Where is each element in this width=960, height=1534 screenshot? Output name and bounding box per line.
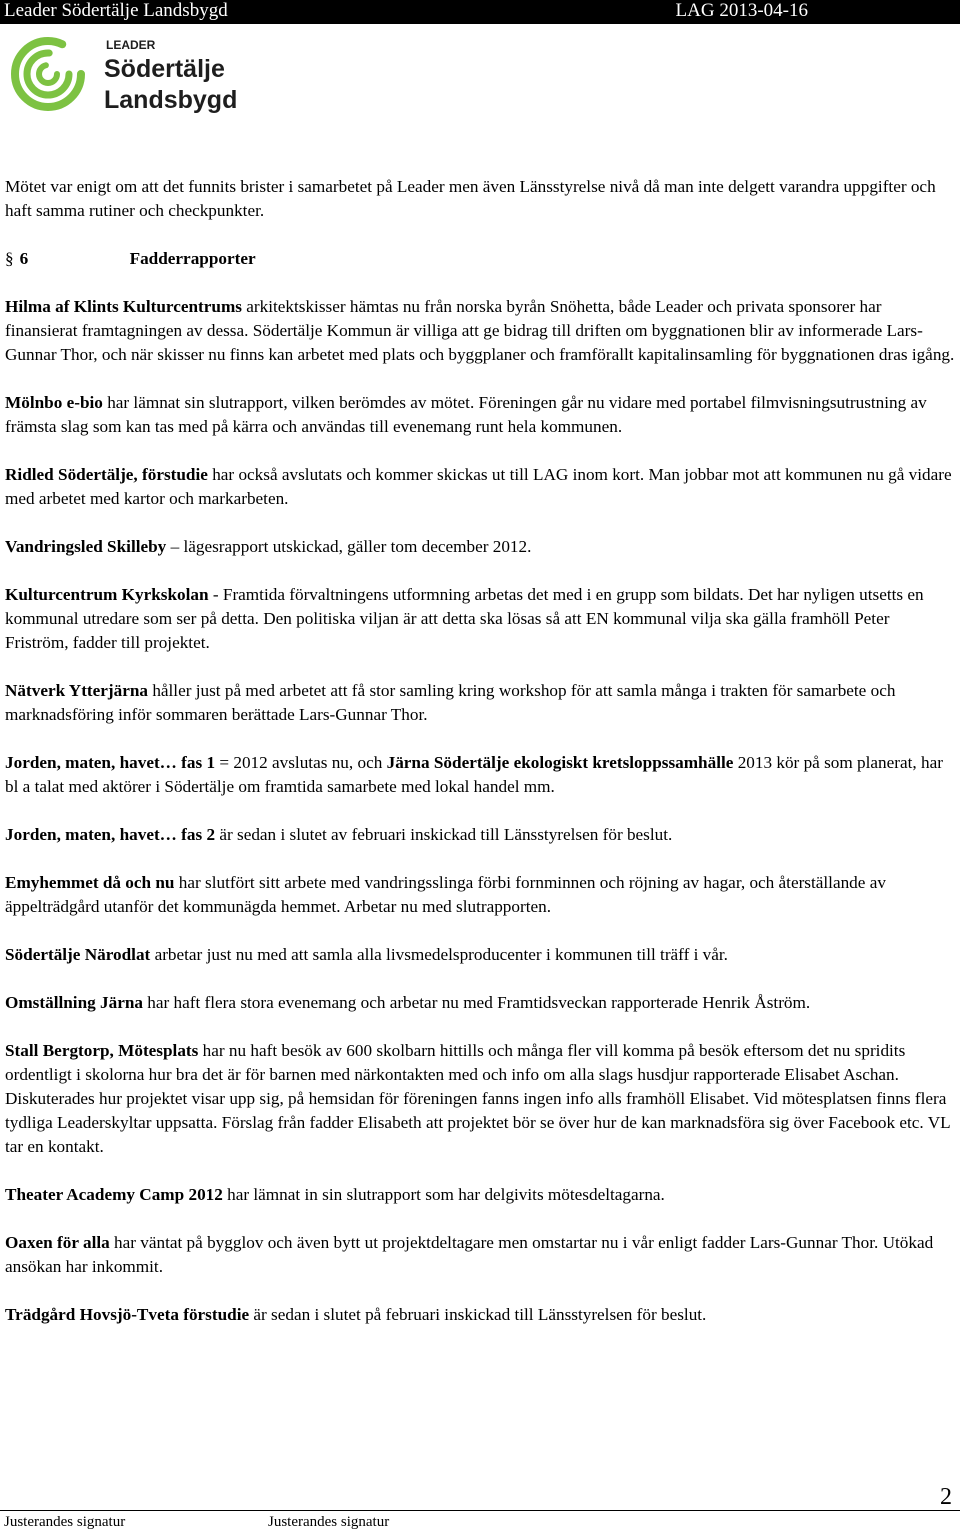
signature-label-2: Justerandes signatur bbox=[268, 1514, 390, 1530]
project-name: Trädgård Hovsjö-Tveta förstudie bbox=[5, 1305, 250, 1324]
report-molnbo-e-bio bbox=[5, 391, 955, 439]
report-text: 2013 kör på som planerat, har bl a talat med aktörer i Södertälje om framtida samarbete med lokal handel mm. bbox=[5, 753, 943, 796]
project-name: Emyhemmet då och nu bbox=[5, 873, 175, 892]
page-header bbox=[0, 0, 960, 24]
section-symbol: § bbox=[5, 249, 14, 268]
report-vandringsled bbox=[5, 535, 955, 559]
report-theater-academy bbox=[5, 1183, 955, 1207]
project-name: Jorden, maten, havet… fas 2 bbox=[5, 825, 216, 844]
report-tradgard-hovsjo bbox=[5, 1303, 955, 1327]
project-name: Omställning Järna bbox=[5, 993, 143, 1012]
report-text: har också avslutats och kommer skickas ut till LAG inom kort. Man jobbar mot att kommunen nu gå vidare med arbetet med kartor och markarbeten. bbox=[5, 465, 952, 508]
logo-line1: Södertälje bbox=[104, 55, 225, 83]
project-name: Stall Bergtorp, Mötesplats bbox=[5, 1041, 199, 1060]
intro-paragraph: Mötet var enigt om att det funnits brister i samarbetet på Leader men även Länsstyrelse nivå då man inte delgett varandra uppgifter och haft samma rutiner och checkpunkter. bbox=[5, 177, 936, 220]
project-name: Kulturcentrum Kyrkskolan bbox=[5, 585, 209, 604]
report-text: har lämnat in sin slutrapport som har delgivits mötesdeltagarna. bbox=[222, 1185, 665, 1204]
logo-leader-label: LEADER bbox=[106, 38, 156, 52]
report-text: – lägesrapport utskickad, gäller tom december 2012. bbox=[166, 537, 532, 556]
report-kyrkskolan bbox=[5, 583, 955, 655]
report-text: håller just på med arbetet att få stor samling kring workshop för att samla många i trakten för samarbete och marknadsföring inför sommaren berättade Lars-Gunnar Thor. bbox=[5, 681, 896, 724]
logo-line2: Landsbygd bbox=[104, 86, 238, 114]
report-jorden-fas1 bbox=[5, 751, 955, 799]
project-name: Södertälje Närodlat bbox=[5, 945, 151, 964]
report-text: har haft flera stora evenemang och arbetar nu med Framtidsveckan rapporterade Henrik Åström. bbox=[143, 993, 811, 1012]
project-name: Mölnbo e-bio bbox=[5, 393, 103, 412]
report-text: är sedan i slutet av februari inskickad till Länsstyrelsen för beslut. bbox=[215, 825, 673, 844]
report-text: arbetar just nu med att samla alla livsmedelsproducenter i kommunen till träff i vår. bbox=[150, 945, 728, 964]
project-name: Järna Södertälje ekologiskt kretsloppssamhälle bbox=[386, 753, 734, 772]
report-jorden-fas2 bbox=[5, 823, 955, 847]
project-name: Vandringsled Skilleby bbox=[5, 537, 167, 556]
signature-label-1: Justerandes signatur bbox=[4, 1514, 126, 1530]
project-name: Jorden, maten, havet… fas 1 bbox=[5, 753, 216, 772]
document-body bbox=[5, 175, 955, 1351]
report-text: har nu haft besök av 600 skolbarn hittills och många fler vill komma på besök eftersom det nu spridits ordentligt i skolorna hur bra det är för barnen med närkontakten med och info om alla slags husdjur rapporterade Elisabet Aschan. Diskuterades hur projektet visar upp sig, på hemsidan för föreningen fanns ingen info alls framhöll Elisabet. Vid mötesplatsen finns flera tydliga Leaderskyltar uppsatta. Förslag från fadder Elisabeth att projektet bör se över hur de kan marknadsföra sig över Facebook etc. VL tar en kontakt. bbox=[5, 1041, 950, 1156]
project-name: Nätverk Ytterjärna bbox=[5, 681, 149, 700]
report-text: = 2012 avslutas nu, och bbox=[215, 753, 387, 772]
footer-divider bbox=[0, 1510, 960, 1511]
project-name: Hilma af Klints Kulturcentrums bbox=[5, 297, 242, 316]
report-narodlat bbox=[5, 943, 955, 967]
project-name: Theater Academy Camp 2012 bbox=[5, 1185, 223, 1204]
report-text: har slutfört sitt arbete med vandringsslinga förbi fornminnen och röjning av hagar, och återställande av äppelträdgård utanför det kommunägda hemmet. Arbetar nu med slutrapporten. bbox=[5, 873, 886, 916]
report-text: har lämnat sin slutrapport, vilken berömdes av mötet. Föreningen går nu vidare med portabel filmvisningsutrustning av främsta slag som kan tas med på kärra och användas till evenemang runt hela kommunen. bbox=[5, 393, 927, 436]
report-text: är sedan i slutet på februari inskickad till Länsstyrelsen för beslut. bbox=[249, 1305, 707, 1324]
header-document-ref: LAG 2013-04-16 bbox=[675, 0, 808, 21]
section-number: 6 bbox=[19, 249, 29, 268]
leader-logo bbox=[10, 32, 240, 116]
report-stall-bergtorp bbox=[5, 1039, 955, 1159]
report-oaxen bbox=[5, 1231, 955, 1279]
logo-swirl-icon bbox=[15, 41, 81, 107]
report-emyhemmet bbox=[5, 871, 955, 919]
report-text: - Framtida förvaltningens utformning arbetas det med i en grupp som bildats. Det har nyligen utsetts en kommunal utredare som ser på detta. Den politiska viljan är att detta ska lösas så att EN kommunal vilja ska gälla framhöll Peter Friström, fadder till projektet. bbox=[5, 585, 924, 652]
section-heading bbox=[5, 247, 955, 271]
project-name: Ridled Södertälje, förstudie bbox=[5, 465, 208, 484]
section-title: Fadderrapporter bbox=[129, 249, 256, 268]
report-omstallning-jarna bbox=[5, 991, 955, 1015]
report-text: har väntat på bygglov och även bytt ut projektdeltagare men omstartar nu i vår enligt fadder Lars-Gunnar Thor. Utökad ansökan har inkommit. bbox=[5, 1233, 934, 1276]
header-organization: Leader Södertälje Landsbygd bbox=[4, 0, 228, 21]
report-natverk-ytterjarna bbox=[5, 679, 955, 727]
report-ridled bbox=[5, 463, 955, 511]
report-hilma-af-klint bbox=[5, 295, 955, 367]
project-name: Oaxen för alla bbox=[5, 1233, 110, 1252]
page-number: 2 bbox=[940, 1484, 952, 1510]
report-text: arkitektskisser hämtas nu från norska byrån Snöhetta, både Leader och privata sponsorer har finansierat framtagningen av dessa. Södertälje Kommun är villiga att ge bidrag till driften om byggnationen blir av informerade Lars-Gunnar Thor, och när skisser nu finns kan arbetet med plats och byggplaner och framförallt kapitalinsamling för byggnationen dras igång. bbox=[5, 297, 955, 364]
